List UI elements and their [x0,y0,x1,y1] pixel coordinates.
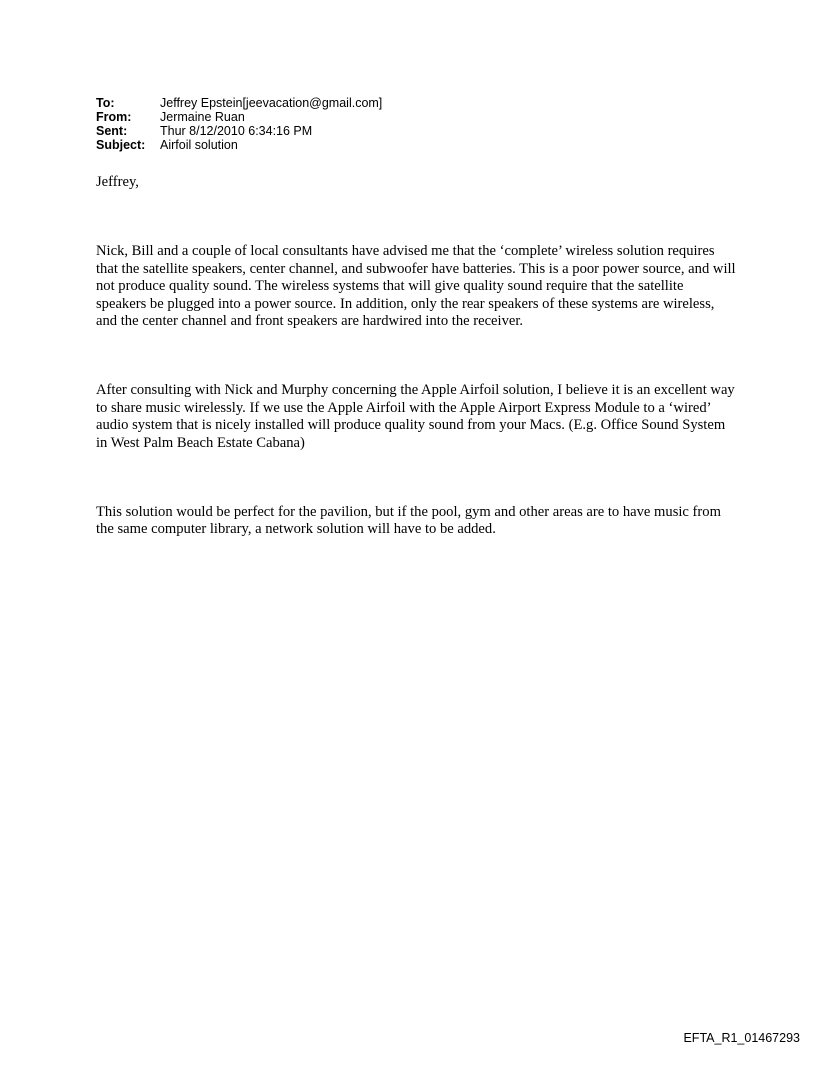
salutation: Jeffrey, [96,174,139,190]
header-to-value: Jeffrey Epstein[jeevacation@gmail.com] [160,96,383,110]
email-body [96,174,736,539]
header-from-value: Jermaine Ruan [160,110,245,124]
body-paragraph: Nick, Bill and a couple of local consultants have advised me that the ‘complete’ wireless solution requires that the satellite speakers, center channel, and subwoofer have batteries. This is a poor power source, and will not produce quality sound. The wireless systems that will give quality sound require that the satellite speakers be plugged into a power source. In addition, only the rear speakers of these systems are wireless, and the center channel and front speakers are hardwired into the receiver. [96,243,736,330]
header-from-label: From: [96,110,132,124]
header-to-row [96,96,382,110]
header-subject-row [96,138,382,152]
body-paragraph: After consulting with Nick and Murphy concerning the Apple Airfoil solution, I believe it is an excellent way to share music wirelessly. If we use the Apple Airfoil with the Apple Airport Express Module to a ‘wired’ audio system that is nicely installed will produce quality sound from your Macs. (E.g. Office Sound System in West Palm Beach Estate Cabana) [96,382,735,451]
bates-number: EFTA_R1_01467293 [683,1031,800,1045]
email-header [96,96,382,152]
header-from-row [96,110,382,124]
header-subject-value: Airfoil solution [160,138,238,152]
header-sent-value: Thur 8/12/2010 6:34:16 PM [160,124,313,138]
header-sent-row [96,124,382,138]
body-paragraph: This solution would be perfect for the pavilion, but if the pool, gym and other areas are to have music from the same computer library, a network solution will have to be added. [96,504,721,538]
header-to-label: To: [96,96,115,110]
header-subject-label: Subject: [96,138,146,152]
header-sent-label: Sent: [96,124,128,138]
